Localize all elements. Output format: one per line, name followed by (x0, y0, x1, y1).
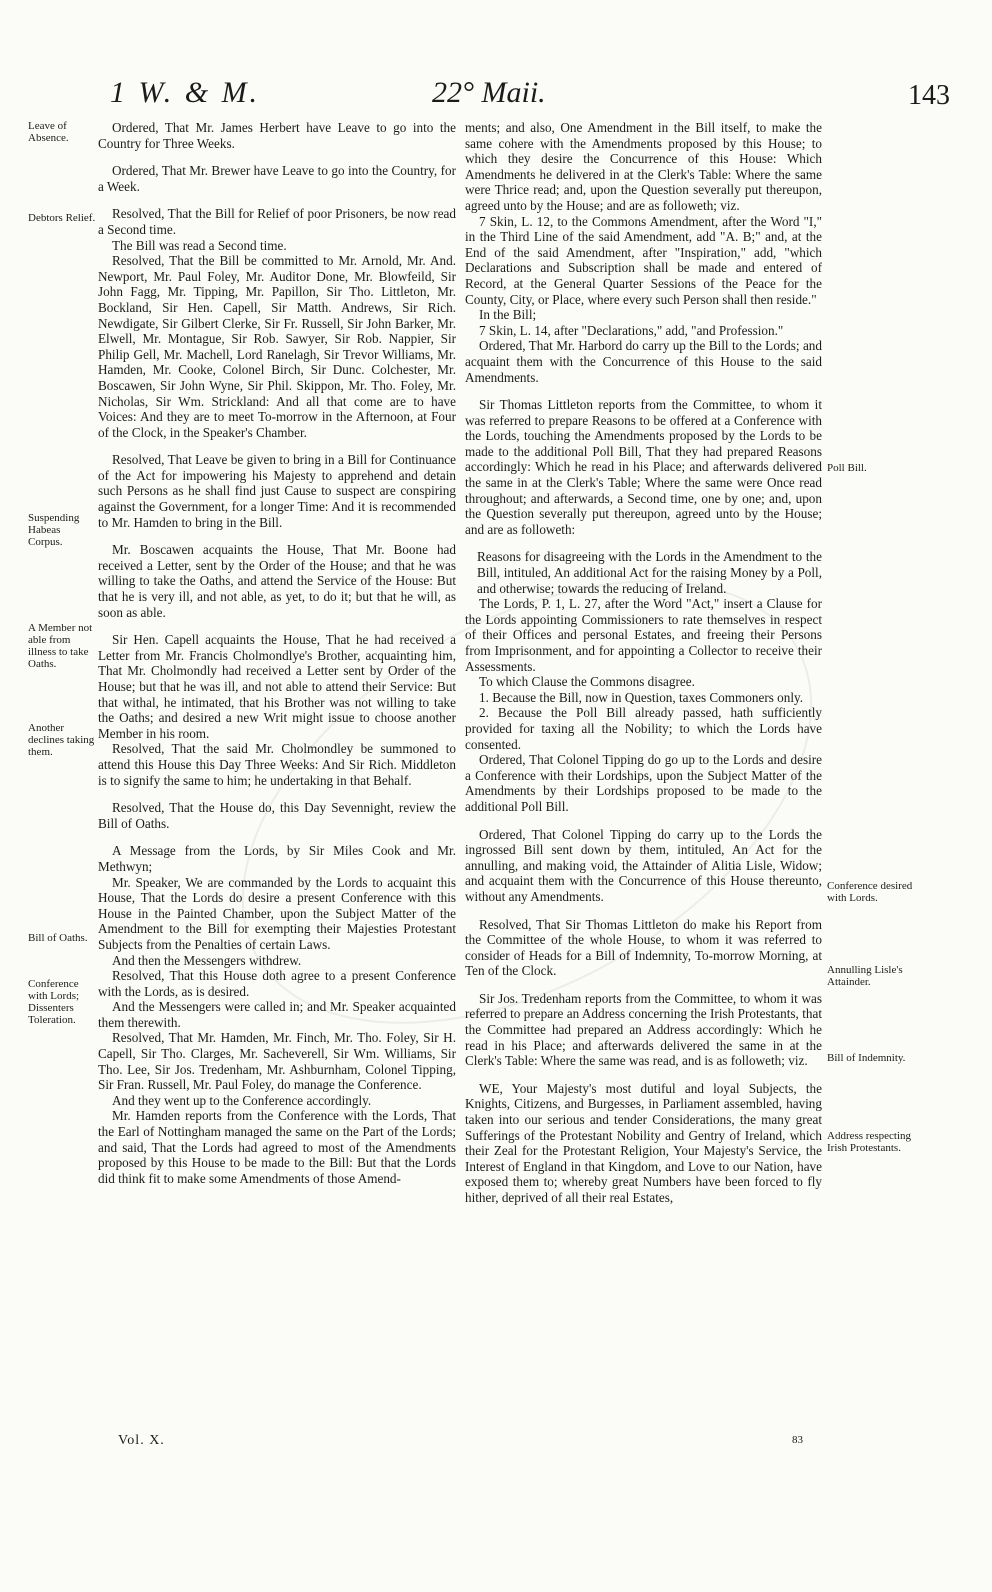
margin-note-another: Another declines taking them. (28, 722, 95, 758)
right-column (465, 120, 822, 1206)
signature-mark: 83 (792, 1434, 803, 1446)
left-column (98, 120, 456, 1186)
margin-note-poll-bill: Poll Bill. (827, 462, 867, 474)
paragraph: Resolved, That the Bill be committed to Mr. Arnold, Mr. And. Newport, Mr. Paul Foley, Mr. Auditor Done, Mr. Blowfeild, Sir John Fagg, Mr. Tipping, Mr. Papillon, Sir Tho. Littleton, Mr. Bockland, Sir Hen. Capell, Sir Matth. Andrews, Sir Rich. Newdigate, Sir Gilbert Clerke, Sir Fr. Russell, Sir John Barker, Mr. Elwell, Mr. Montague, Sir Rob. Sawyer, Sir Rob. Nappier, Sir Philip Gell, Mr. Machell, Lord Ranelagh, Sir Trevor Williams, Mr. Hamden, Mr. Cooke, Colonel Birch, Sir Dunc. Colchester, Mr. Boscawen, Sir John Wyne, Sir Phil. Skippon, Mr. Tho. Foley, Mr. Nicholas, Sir Wm. Strickland: And all that come are to have Voices: And they are to meet To-morrow in the Afternoon, at Four of the Clock, in the Speaker's Chamber. (98, 253, 456, 440)
paragraph: Ordered, That Mr. James Herbert have Leave to go into the Country for Three Weeks. (98, 120, 456, 151)
paragraph: Resolved, That Sir Thomas Littleton do make his Report from the Committee of the whole House, to whom it was referred to consider of Heads for a Bill of Indemnity, To-morrow Morning, at Ten of the Clock. (465, 916, 822, 979)
paragraph: Resolved, That Mr. Hamden, Mr. Finch, Mr. Tho. Foley, Sir H. Capell, Sir Tho. Clarges, Mr. Sacheverell, Sir Wm. Williams, Sir Tho. Lee, Sir Jos. Tredenham, Mr. Ashburnham, Colonel Tipping, Sir Fran. Russell, Mr. Paul Foley, do manage the Conference. (98, 1030, 456, 1093)
paragraph: A Message from the Lords, by Sir Miles Cook and Mr. Methwyn; (98, 843, 456, 874)
paragraph: WE, Your Majesty's most dutiful and loyal Subjects, the Knights, Citizens, and Burgesses, in Parliament assembled, having taken into our serious and tender Considerations, the many great Sufferings of the Protestant Nobility and Gentry of Ireland, which their Zeal for the Protestant Religion, Your Majesty's Service, the Interest of England in that Kingdom, and Love to our Nation, have exposed them to; whereby great Numbers have been forced to fly hither, deprived of all their real Estates, (465, 1080, 822, 1205)
margin-note-indemnity: Bill of Indemnity. (827, 1052, 906, 1064)
margin-note-habeas: Suspending Habeas Corpus. (28, 512, 80, 548)
paragraph: 1. Because the Bill, now in Question, taxes Commoners only. (479, 689, 804, 705)
margin-note-conf-desired: Conference desired with Lords. (827, 880, 913, 904)
margin-note-debtors: Debtors Relief. (28, 212, 96, 224)
paragraph: ments; and also, One Amendment in the Bill itself, to make the same cohere with the Amendments proposed by this House; to which they desire the Concurrence of this House: Which Amendments he delivered in at the Clerk's Table: Where the same were Thrice read; and, upon the Question severally put thereupon, agreed unto by the House; and are as followeth; viz. (465, 120, 822, 213)
paragraph: And the Messengers were called in; and Mr. Speaker acquainted them therewith. (98, 999, 456, 1030)
margin-note-address: Address respecting Irish Protestants. (827, 1130, 912, 1154)
paragraph: 2. Because the Poll Bill already passed, hath sufficiently provided for taxing all the Nobility; to which the Lords have consented. (465, 705, 822, 752)
date-heading: 22° Maii. (432, 76, 546, 109)
paragraph: Resolved, That Leave be given to bring in a Bill for Continuance of the Act for impowering his Majesty to apprehend and detain such Persons as he shall find just Cause to suspect are conspiring against the Government, for a longer Time: And it is recommended to Mr. Hamden to bring in the Bill. (98, 452, 456, 530)
paragraph: To which Clause the Commons disagree. (479, 674, 695, 690)
paragraph: Ordered, That Colonel Tipping do carry up to the Lords the ingrossed Bill sent down by them, intituled, An Act for the annulling, and making void, the Attainder of Alitia Lisle, Widow; and acquaint them with the Concurrence of this House thereunto, without any Amendments. (465, 826, 822, 904)
paragraph: And then the Messengers withdrew. (112, 952, 302, 968)
margin-note-member-ill: A Member not able from illness to take Oaths. (28, 622, 93, 670)
paragraph: Resolved, That the House do, this Day Sevennight, review the Bill of Oaths. (98, 800, 456, 831)
paragraph: Mr. Speaker, We are commanded by the Lords to acquaint this House, That the Lords do desire a present Conference with this House in the Painted Chamber, upon the Subject Matter of the Amendment to the Bill for exempting their Majesties Protestant Subjects from the Penalties of certain Laws. (98, 874, 456, 952)
margin-note-leave: Leave of Absence. (28, 120, 69, 144)
paragraph: The Bill was read a Second time. (112, 237, 287, 253)
paragraph: 7 Skin, L. 12, to the Commons Amendment, after the Word "I," in the Third Line of the said Amendment, add "A. B;" and, at the End of the said Amendment, after "Inspiration," add, "which Declarations and Subscription shall be made and entered of Record, at the General Quarter Sessions of the Peace for the County, City, or Place, where every such Person shall then reside." (465, 213, 822, 307)
paragraph: Ordered, That Mr. Brewer have Leave to go into the Country, for a Week. (98, 163, 456, 194)
paragraph: In the Bill; (479, 307, 537, 323)
paragraph: Sir Thomas Littleton reports from the Committee, to whom it was referred to prepare Reasons to be offered at a Conference with the Lords, touching the Amendments proposed by the Lords to be made to the additional Poll Bill, That they had prepared Reasons accordingly: Which he read in his Place; and afterwards delivered the same in at the Clerk's Table; Where the same were Once read throughout; and afterwards, a Second time, one by one; and, upon the Question severally put thereupon, agreed unto by the House; and are as followeth: (465, 397, 822, 537)
paragraph: 7 Skin, L. 14, after "Declarations," add, "and Profession." (479, 322, 784, 338)
paragraph: Mr. Hamden reports from the Conference with the Lords, That the Earl of Nottingham managed the same on the Part of the Lords; and said, That the Lords had agreed to most of the Amendments proposed by this House to be made to the Bill: But that the Lords did think fit to make some Amendments of those Amend- (98, 1108, 456, 1186)
margin-note-bill-oaths: Bill of Oaths. (28, 932, 88, 944)
margin-note-lisle: Annulling Lisle's Attainder. (827, 964, 903, 988)
page-header (110, 76, 960, 116)
paragraph: Resolved, That the said Mr. Cholmondley be summoned to attend this House this Day Three Weeks: And Sir Rich. Middleton is to signify the same to him; he undertaking in that Behalf. (98, 741, 456, 788)
volume-label: Vol. X. (118, 1433, 165, 1448)
regnal-year: 1 W. & M. (110, 76, 261, 109)
page-number: 143 (908, 80, 950, 111)
paragraph: And they went up to the Conference accordingly. (112, 1092, 372, 1108)
paragraph: Resolved, That this House doth agree to a present Conference with the Lords, as is desired. (98, 968, 456, 999)
paragraph: Sir Jos. Tredenham reports from the Committee, to whom it was referred to prepare an Address concerning the Irish Protestants, that the Committee had prepared an Address accordingly: Which he read in his Place; and afterwards delivered the same in at the Clerk's Table: Where the same was read, and is as followeth; viz. (465, 990, 822, 1069)
paragraph: Resolved, That the Bill for Relief of poor Prisoners, be now read a Second time. (98, 206, 456, 237)
paragraph: Ordered, That Colonel Tipping do go up to the Lords and desire a Conference with their Lordships, upon the Subject Matter of the Amendments by their Lordships proposed to be made to the additional Poll Bill. (465, 752, 822, 814)
paragraph: Ordered, That Mr. Harbord do carry up the Bill to the Lords; and acquaint them with the Concurrence of this House to the said Amendments. (465, 338, 822, 385)
margin-note-conference: Conference with Lords; Dissenters Toleration. (28, 978, 80, 1026)
paragraph: Reasons for disagreeing with the Lords in the Amendment to the Bill, intituled, An additional Act for the raising Money by a Poll, and otherwise; towards the reducing of Ireland. (477, 549, 822, 596)
paragraph: Mr. Boscawen acquaints the House, That Mr. Boone had received a Letter, sent by the Order of the House; and that he was willing to take the Oaths, and attend the Service of the House: But that he is very ill, and not able, as yet, to do it; but that he will, as soon as able. (98, 542, 456, 620)
paragraph: Sir Hen. Capell acquaints the House, That he had received a Letter from Mr. Francis Cholmondlye's Brother, acquainting him, That Mr. Cholmondly had received a Letter sent by Order of the House; but that he was ill, and not able to attend their Service: But that withal, he intimated, that his Brother was not willing to take the Oaths; and desired a new Writ might issue to choose another Member in his room. (98, 632, 456, 741)
paragraph: The Lords, P. 1, L. 27, after the Word "Act," insert a Clause for the Lords appointing Commissioners to rate themselves in respect of their Offices and personal Estates, and freeing their Persons from Imprisonment, and for appointing a Collector to receive their Assessments. (465, 596, 822, 674)
